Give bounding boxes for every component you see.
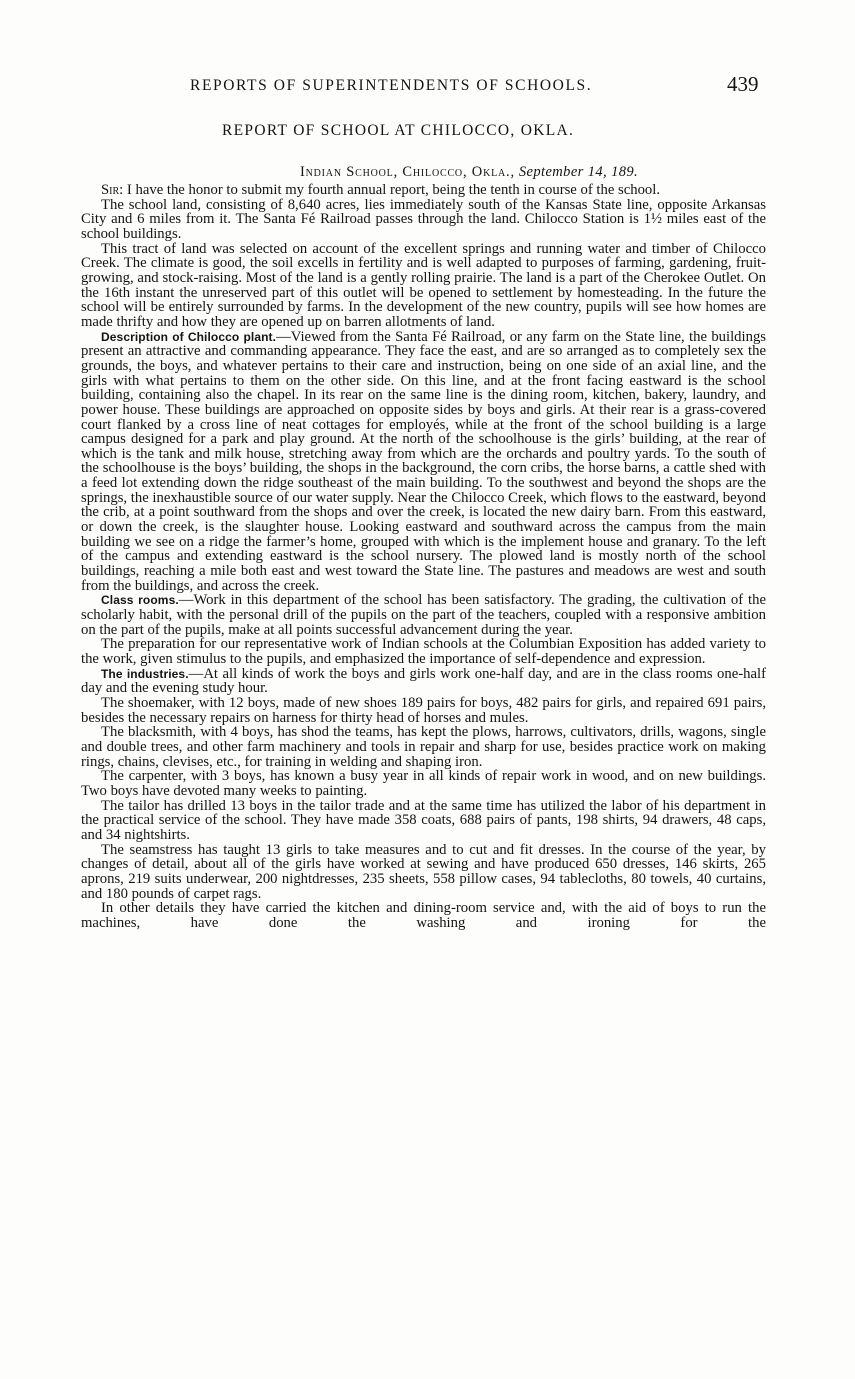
paragraph-text: The blacksmith, with 4 boys, has shod the teams, has kept the plows, harrows, cultivators, drills, wagons, single and double trees, and other farm machinery and tools in repair and sharp for use, besides practice work on making rings, chains, clevises, etc., for training in welding and shaping iron. (81, 724, 766, 770)
paragraph-text: —Viewed from the Santa Fé Railroad, or any farm on the State line, the buildings present an attractive and commanding appearance. They face the east, and are so arranged as to completely sex the grounds, the boys, and whatever pertains to their care and instruction, being on one side of an axial line, and the girls with what pertains to them on the other side. On this line, and at the front facing eastward is the school building, containing also the chapel. In its rear on the same line is the dining room, kitchen, bakery, laundry, and power house. These buildings are approached on opposite sides by boys and girls. At their rear is a grass-covered court flanked by a cross line of neat cottages for employés, while at the front of the school building is a large campus designed for a park and play ground. At the north of the schoolhouse is the girls’ building, at the rear of which is the tank and milk house, stretching away from which are the orchards and poultry yards. To the south of the schoolhouse is the boys’ building, the shops in the background, the corn cribs, the horse barns, a cattle shed with a feed lot extending down the ridge southeast of the main building. To the southwest and beyond the shops are the springs, the inexhaustible source of our water supply. Near the Chilocco Creek, which flows to the eastward, beyond the crib, at a point southward from the shops and over the creek, is located the new dairy barn. From this eastward, or down the creek, is the slaughter house. Looking eastward and southward across the campus from the main building we see on a ridge the farmer’s home, grouped with which is the implement house and granary. To the left of the campus and extending eastward is the school nursery. The plowed land is mostly north of the school buildings, reaching a mile both east and west toward the State line. The pastures and meadows are west and south from the buildings, and across the creek. (81, 328, 766, 594)
dateline-place: Indian School, Chilocco, Okla., (300, 164, 515, 180)
paragraph (81, 799, 766, 843)
paragraph (81, 843, 766, 902)
paragraph (81, 593, 766, 637)
paragraph-text: —Work in this department of the school has been satisfactory. The grading, the cultivation of the scholarly habit, with the personal drill of the pupils on the part of the teachers, coupled with a responsive ambition on the part of the pupils, make at all points successful advancement during the year. (81, 592, 766, 638)
paragraph (81, 725, 766, 769)
paragraph (81, 696, 766, 725)
paragraph (81, 330, 766, 594)
paragraph (81, 183, 766, 198)
paragraph (81, 637, 766, 666)
salutation: Sir: (101, 182, 124, 198)
paragraph (81, 667, 766, 696)
section-sidehead: Class rooms. (101, 593, 179, 608)
paragraph-text: In other details they have carried the kitchen and dining-room service and, with the aid of boys to run the machines, have done the washing and ironing for the (81, 900, 766, 931)
paragraph (81, 901, 766, 930)
paragraph-text: The shoemaker, with 12 boys, made of new shoes 189 pairs for boys, 482 pairs for girls, and repaired 691 pairs, besides the necessary repairs on harness for thirty head of horses and mules. (81, 694, 766, 726)
report-title: REPORT OF SCHOOL AT CHILOCCO, OKLA. (222, 122, 575, 139)
paragraph (81, 242, 766, 330)
paragraph-text: The tailor has drilled 13 boys in the tailor trade and at the same time has utilized the labor of his department in the practical service of the school. They have made 358 coats, 688 pairs of pants, 198 shirts, 94 drawers, 48 caps, and 34 nightshirts. (81, 797, 766, 843)
paragraph (81, 769, 766, 798)
dateline (300, 164, 638, 181)
dateline-date: September 14, 189. (518, 164, 639, 180)
paragraph-text: I have the honor to submit my fourth annual report, being the tenth in course of the school. (123, 182, 661, 198)
paragraph-text: The preparation for our representative work of Indian schools at the Columbian Exposition has added variety to the work, given stimulus to the pupils, and emphasized the importance of self-dependence and expression. (81, 636, 766, 667)
paragraph-text: This tract of land was selected on account of the excellent springs and running water and timber of Chilocco Creek. The climate is good, the soil excells in fertility and is well adapted to purposes of farming, gardening, fruit-growing, and stock-raising. Most of the land is a gently rolling prairie. The land is a part of the Cherokee Outlet. On the 16th instant the unreserved part of this outlet will be opened to settlement by homesteading. In the future the school will be entirely surrounded by farms. In the development of the new country, pupils will see how homes are made thrifty and how they are opened up on barren allotments of land. (81, 240, 766, 330)
paragraph-text: —At all kinds of work the boys and girls work one-half day, and are in the class rooms one-half day and the evening study hour. (81, 665, 766, 697)
section-sidehead: The industries. (101, 666, 189, 681)
running-head: REPORTS OF SUPERINTENDENTS OF SCHOOLS. (190, 77, 593, 94)
paragraph (81, 198, 766, 242)
page-number: 439 (727, 72, 759, 96)
paragraph-text: The carpenter, with 3 boys, has known a busy year in all kinds of repair work in wood, and on new buildings. Two boys have devoted many weeks to painting. (81, 768, 766, 799)
report-body (81, 183, 766, 930)
paragraph-text: The school land, consisting of 8,640 acres, lies immediately south of the Kansas State line, opposite Arkansas City and 6 miles from it. The Santa Fé Railroad passes through the land. Chilocco Station is 1½ miles east of the school buildings. (81, 196, 766, 242)
section-sidehead: Description of Chilocco plant. (101, 329, 277, 344)
paragraph-text: The seamstress has taught 13 girls to take measures and to cut and fit dresses. In the course of the year, by changes of detail, about all of the girls have worked at sewing and have produced 650 dresses, 146 skirts, 265 aprons, 219 suits underwear, 200 nightdresses, 235 sheets, 558 pillow cases, 94 tablecloths, 80 towels, 40 curtains, and 180 pounds of carpet rags. (81, 841, 766, 902)
